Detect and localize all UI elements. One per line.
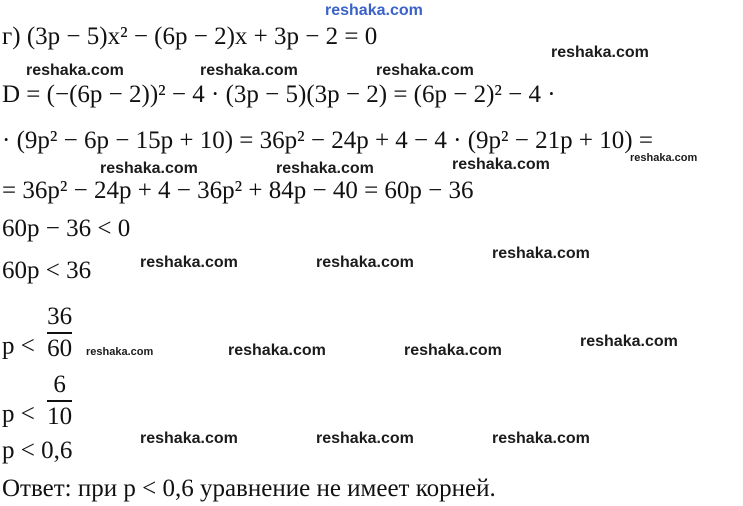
- answer-line: Ответ: при p < 0,6 уравнение не имеет корней.: [2, 475, 496, 502]
- fraction-6-10: [47, 371, 72, 431]
- fraction-line-1: [2, 303, 73, 378]
- watermark: reshaka.com: [26, 62, 124, 79]
- discriminant-line-3: = 36p² − 24p + 4 − 36p² + 84p − 40 = 60p − 36: [2, 177, 474, 204]
- fraction-prefix: p <: [2, 332, 35, 360]
- watermark: reshaka.com: [630, 152, 698, 164]
- fraction-bar: [47, 332, 72, 334]
- watermark: reshaka.com: [100, 160, 198, 177]
- inequality-line-2: 60p < 36: [2, 257, 92, 284]
- fraction-numerator: 6: [53, 371, 66, 398]
- fraction-numerator: 36: [47, 303, 73, 330]
- equation-line: г) (3p − 5)x² − (6p − 2)x + 3p − 2 = 0: [2, 23, 378, 50]
- watermark: reshaka.com: [86, 346, 154, 358]
- result-line: p < 0,6: [2, 437, 73, 464]
- watermark: reshaka.com: [492, 430, 590, 447]
- watermark: reshaka.com: [452, 156, 550, 173]
- watermark: reshaka.com: [580, 333, 678, 350]
- fraction-denominator: 10: [47, 403, 73, 430]
- watermark: reshaka.com: [376, 62, 474, 79]
- watermark: reshaka.com: [492, 245, 590, 262]
- fraction-denominator: 60: [47, 335, 73, 362]
- fraction-36-60: [47, 303, 72, 363]
- fraction-prefix: p <: [2, 400, 35, 428]
- watermark: reshaka.com: [404, 342, 502, 359]
- discriminant-line-2: · (9p² − 6p − 15p + 10) = 36p² − 24p + 4 − 4 · (9p² − 21p + 10) =: [2, 127, 653, 154]
- discriminant-line-1: D = (−(6p − 2))² − 4 · (3p − 5)(3p − 2) = (6p − 2)² − 4 ·: [2, 81, 556, 108]
- watermark: reshaka.com: [316, 254, 414, 271]
- site-link[interactable]: reshaka.com: [325, 2, 423, 19]
- watermark: reshaka.com: [140, 430, 238, 447]
- inequality-line-1: 60p − 36 < 0: [2, 215, 131, 242]
- fraction-bar: [47, 400, 72, 402]
- watermark: reshaka.com: [228, 342, 326, 359]
- watermark: reshaka.com: [551, 44, 649, 61]
- watermark: reshaka.com: [140, 254, 238, 271]
- watermark: reshaka.com: [316, 430, 414, 447]
- watermark: reshaka.com: [200, 62, 298, 79]
- watermark: reshaka.com: [276, 160, 374, 177]
